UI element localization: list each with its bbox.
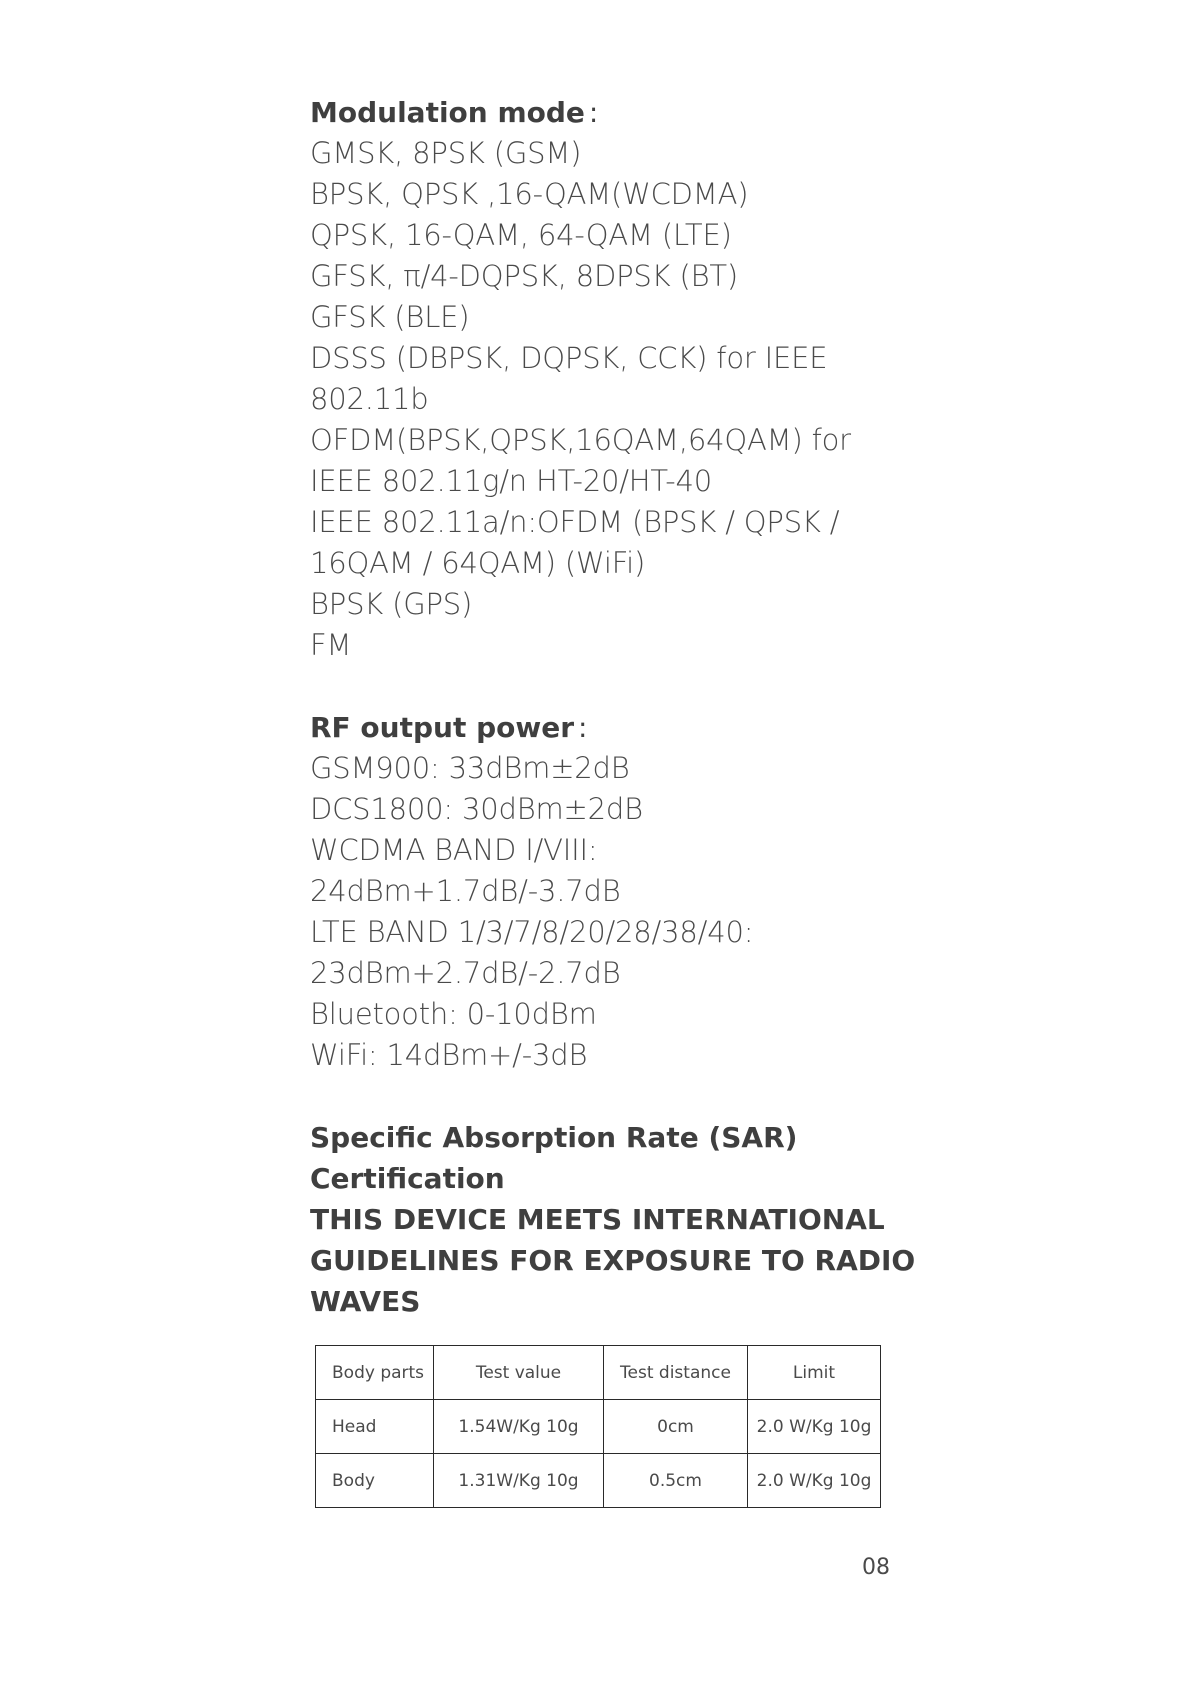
table-cell: 0cm: [604, 1400, 748, 1454]
rf-power-heading-text: RF output power: [310, 711, 575, 744]
table-cell: 1.54W/Kg 10g: [434, 1400, 604, 1454]
rf-power-line: WiFi: 14dBm+/-3dB: [310, 1038, 588, 1072]
modulation-heading-colon: :: [588, 96, 599, 129]
rf-power-heading-colon: :: [578, 711, 588, 744]
table-row: [316, 1454, 881, 1508]
sar-heading-line: Specific Absorption Rate (SAR): [310, 1121, 798, 1154]
rf-power-line: LTE BAND 1/3/7/8/20/28/38/40:: [310, 915, 754, 949]
modulation-line: QPSK, 16-QAM, 64-QAM (LTE): [310, 218, 732, 252]
sar-heading-line: Certification: [310, 1162, 505, 1195]
modulation-line: 16QAM / 64QAM) (WiFi): [310, 546, 646, 580]
modulation-heading-text: Modulation mode: [310, 96, 585, 129]
table-row: [316, 1400, 881, 1454]
table-cell: Body: [316, 1454, 434, 1508]
table-cell: Head: [316, 1400, 434, 1454]
table-header-row: [316, 1346, 881, 1400]
sar-table: [315, 1345, 881, 1508]
modulation-line: GFSK (BLE): [310, 300, 470, 334]
rf-power-line: WCDMA BAND I/VIII:: [310, 833, 598, 867]
sar-heading-line: GUIDELINES FOR EXPOSURE TO RADIO: [310, 1244, 916, 1277]
modulation-line: IEEE 802.11g/n HT-20/HT-40: [310, 464, 713, 498]
table-header-cell: Limit: [748, 1346, 881, 1400]
modulation-line: DSSS (DBPSK, DQPSK, CCK) for IEEE: [310, 341, 828, 375]
sar-heading-line: WAVES: [310, 1285, 421, 1318]
rf-power-section: [310, 707, 910, 1076]
table-header-cell: Test distance: [604, 1346, 748, 1400]
sar-heading-line: THIS DEVICE MEETS INTERNATIONAL: [310, 1203, 885, 1236]
modulation-heading: [310, 92, 910, 133]
rf-power-heading: [310, 707, 910, 748]
modulation-line: GFSK, π/4-DQPSK, 8DPSK (BT): [310, 259, 738, 293]
modulation-line: BPSK, QPSK ,16-QAM(WCDMA): [310, 177, 749, 211]
rf-power-line: GSM900: 33dBm±2dB: [310, 751, 630, 785]
table-cell: 1.31W/Kg 10g: [434, 1454, 604, 1508]
table-header-cell: Body parts: [316, 1346, 434, 1400]
modulation-line: IEEE 802.11a/n:OFDM (BPSK / QPSK /: [310, 505, 840, 539]
rf-power-line: 24dBm+1.7dB/-3.7dB: [310, 874, 621, 908]
rf-power-line: DCS1800: 30dBm±2dB: [310, 792, 643, 826]
modulation-line: 802.11b: [310, 382, 429, 416]
modulation-line: GMSK, 8PSK (GSM): [310, 136, 582, 170]
page-number: 08: [862, 1555, 890, 1580]
table-cell: 2.0 W/Kg 10g: [748, 1400, 881, 1454]
table-cell: 2.0 W/Kg 10g: [748, 1454, 881, 1508]
modulation-section: [310, 92, 910, 666]
modulation-line: BPSK (GPS): [310, 587, 473, 621]
rf-power-line: 23dBm+2.7dB/-2.7dB: [310, 956, 621, 990]
table-cell: 0.5cm: [604, 1454, 748, 1508]
rf-power-line: Bluetooth: 0-10dBm: [310, 997, 597, 1031]
table-header-cell: Test value: [434, 1346, 604, 1400]
sar-section: [310, 1117, 916, 1322]
page-content: [310, 92, 916, 1322]
modulation-line: OFDM(BPSK,QPSK,16QAM,64QAM) for: [310, 423, 851, 457]
modulation-line: FM: [310, 628, 352, 662]
